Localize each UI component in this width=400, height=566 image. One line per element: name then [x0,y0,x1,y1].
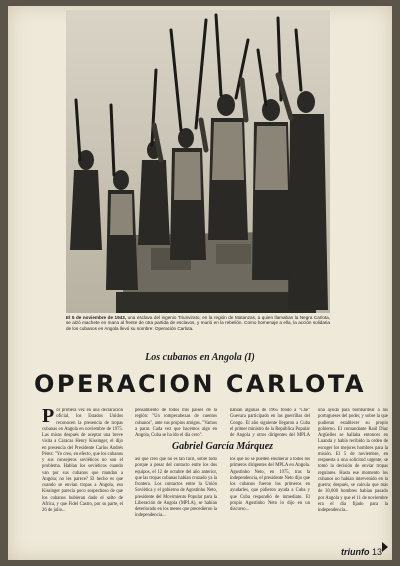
article-headline: OPERACION CARLOTA [34,370,366,398]
body-column-1 [42,408,123,558]
body-column-2-top [135,408,217,438]
body-text-4: una ayuda para bombardear a los portugueses del poder, y sobre la que pudieran establecer su propio gobierno. El comandante Raúl Díaz Argüelles se hallaba entonces en Luanda y había recibido la orden de escoger los mejores hombres para la misión. El 5 de noviembre, en respuesta a una solicitud urgente, se tomó la decisión de enviar tropas regulares. Hasta ese momento los cubanos no habían intervenido en la guerra; después, se calcula que más de 30,000 hombres habían pasado por Angola y que el 11 de noviembre era el día fijado para la independencia... [318,408,388,513]
caption-text: una esclava del ingenio Triunvirato, en la región de Matanzas, a quien llamaban la Negra Carlota, se alzó machete en mano al frente de otra partida de esclavos, y murió en la rebelión. Como homenaje a ella, la acción solidaria de los cubanos en Angola llevó su nombre: Operación Carlota. [66,315,330,331]
drop-cap: P [42,408,55,427]
photo-caption [66,315,330,331]
page-footer [341,547,382,557]
body-column-2-bottom [135,457,217,557]
continue-arrow-icon [382,542,388,552]
caption-lead: El 5 de noviembre de 1943, [66,315,127,320]
body-column-4 [318,408,388,558]
page-number: 13 [371,547,382,557]
body-text-3a: habían algunas de 1965 fondo a "Che" Guevara participado en las guerrillas del Congo. El año siguiente llegaron a Cuba el primer ministro de la República Popular de Angola y otros dirigentes del MPLA [230,408,310,438]
article-kicker: Los cubanos en Angola (I) [145,352,255,363]
photo-cuban-soldiers [66,10,330,313]
body-text-2a: pensamiento de todos mis países de la región: "Un rompecabezas de cuentos cubanos", ante sus propios amigos. "Vamos a parar. Cada vez que hacemos algo en Angola, Cuba se ha ido el día cero". [135,408,217,438]
body-text-1: or primera vez en una declaración oficial, los Estados Unidos reconocen la presencia de tropas cubanas en Angola en noviembre de 1975. Las misas después de aceptar una breve visita a Caracas Henry Kissinger, el dijo en presencia del Presidente Carlos Andrés Pérez: "Yo creo, en efecto, que los cubanos y sus consejeros soviéticos no son el problema. Hablan los soviéticos cuando van por sus cubanos que mandan a Angola; no les parece? El hecho es que cuando se envían tropas a Angola, eso Kissinger parecía poco sospechoso de que los cubanos hubieran dado el salto de Africa, y que Fidel Castro, por su parte, el 26 de julio... [42,408,123,513]
body-text-3b: los que no se pueden enumerar a todos los primeros dirigentes del MPLA en Angola. Agostinho Neto, en 1975, tras la independencia, el presidente Neto dijo que los cubanos fueron los primeros en ayudarles, que pidieron ayuda a Cuba y que Cuba respondió de inmediato. El propio Agostinho Neto lo dijo en un discurso... [230,457,310,512]
body-column-3-bottom [230,457,310,557]
magazine-page [8,6,392,560]
photo-illustration [66,10,330,313]
body-column-3-top [230,408,310,438]
magazine-brand: triunfo [340,547,370,557]
body-text-2b: así que creo que no es tan fácil, sobre todo porque a pesar del contacto entre los dos equipos, el 12 de octubre del año anterior, que las tropas cubanas habían cruzado ya la frontera. Los contactos entre la Unión Soviética y el gobierno de Agostinho Neto, presidente del Movimiento Popular para la Liberación de Angola (MPLA), se habían deteriorado en los meses que precedieron la independencia... [135,457,217,519]
author-byline: Gabriel García Márquez [135,439,310,454]
